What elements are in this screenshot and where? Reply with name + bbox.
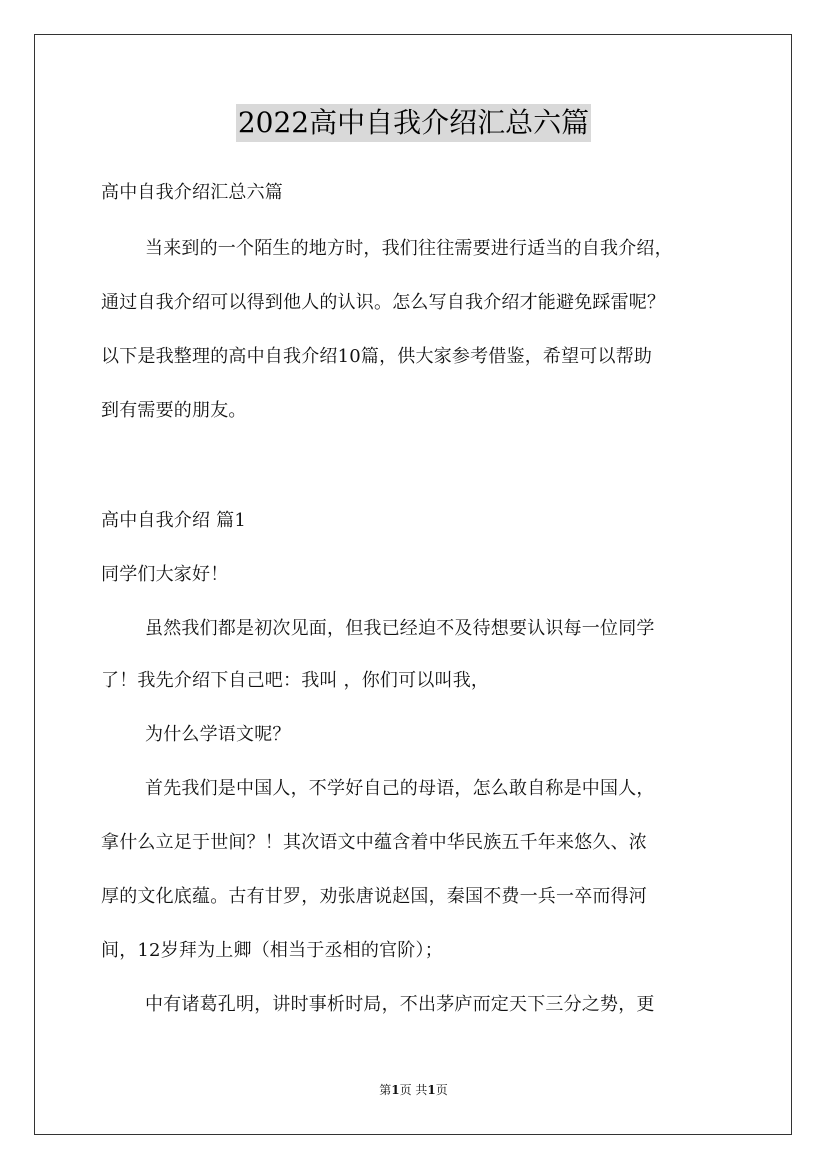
paragraph-line: 间，12岁拜为上卿（相当于丞相的官阶）； — [101, 940, 443, 961]
document-title: 2022高中自我介绍汇总六篇 — [236, 104, 591, 142]
paragraph-line: 厚的文化底蕴。古有甘罗，劝张唐说赵国，秦国不费一兵一卒而得河 — [101, 886, 647, 907]
footer-mid: 页 共 — [399, 1083, 428, 1097]
greeting-line: 同学们大家好！ — [101, 564, 229, 585]
paragraph-line: 通过自我介绍可以得到他人的认识。怎么写自我介绍才能避免踩雷呢？ — [101, 292, 666, 313]
paragraph-line: 中有诸葛孔明，讲时事析时局，不出茅庐而定天下三分之势，更 — [145, 994, 655, 1015]
paragraph-line: 为什么学语文呢？ — [145, 724, 291, 745]
footer-total-pages: 1 — [427, 1083, 436, 1097]
paragraph-line: 了！我先介绍下自己吧：我叫 ，你们可以叫我， — [101, 670, 490, 691]
footer-suffix: 页 — [435, 1083, 448, 1097]
paragraph-line: 拿什么立足于世间？！其次语文中蕴含着中华民族五千年来悠久、浓 — [101, 832, 647, 853]
subtitle-line: 高中自我介绍汇总六篇 — [101, 182, 283, 203]
footer-prefix: 第 — [379, 1083, 392, 1097]
page-footer — [0, 1082, 827, 1098]
paragraph-line: 首先我们是中国人，不学好自己的母语，怎么敢自称是中国人， — [145, 778, 655, 799]
paragraph-line: 以下是我整理的高中自我介绍10篇，供大家参考借鉴，希望可以帮助 — [101, 346, 653, 367]
paragraph-line: 当来到的一个陌生的地方时，我们往往需要进行适当的自我介绍， — [145, 238, 673, 259]
title-container — [0, 104, 827, 142]
paragraph-line: 到有需要的朋友。 — [101, 400, 247, 421]
section-heading: 高中自我介绍 篇1 — [101, 510, 246, 531]
footer-current-page: 1 — [391, 1083, 400, 1097]
paragraph-line: 虽然我们都是初次见面，但我已经迫不及待想要认识每一位同学 — [145, 618, 655, 639]
